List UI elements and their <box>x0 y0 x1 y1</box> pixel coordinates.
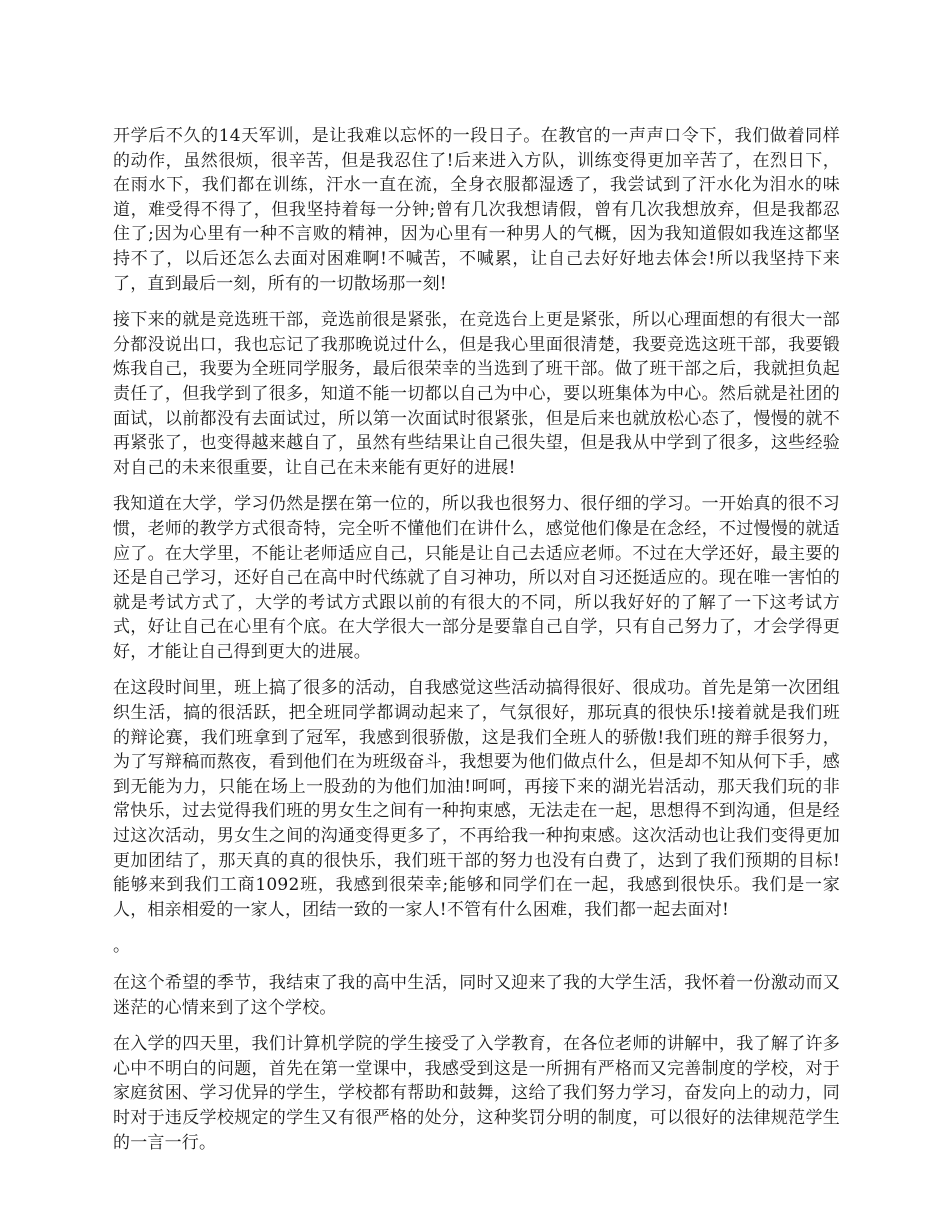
paragraph-orientation-education: 在入学的四天里，我们计算机学院的学生接受了入学教育，在各位老师的讲解中，我了解了许多心中不明白的问题，首先在第一堂课中，我感受到这是一所拥有严格而又完善制度的学校，对于家庭贫困、学习优异的学生，学校都有帮助和鼓舞，这给了我们努力学习，奋发向上的动力，同时对于违反学校规定的学生又有很严格的处分，这种奖罚分明的制度，可以很好的法律规范学生的一言一行。 <box>113 1034 840 1153</box>
document-page <box>113 124 840 1167</box>
paragraph-military-training: 开学后不久的14天军训，是让我难以忘怀的一段日子。在教官的一声声口令下，我们做着同样的动作，虽然很烦，很辛苦，但是我忍住了!后来进入方队，训练变得更加辛苦了，在烈日下，在雨水下，我们都在训练，汗水一直在流，全身衣服都湿透了，我尝试到了汗水化为泪水的味道，难受得不得了，但我坚持着每一分钟;曾有几次我想请假，曾有几次我想放弃，但是我都忍住了;因为心里有一种不言败的精神，因为心里有一种男人的气概，因为我知道假如我连这都坚持不了，以后还怎么去面对困难啊!不喊苦，不喊累，让自己去好好地去体会!所以我坚持下来了，直到最后一刻，所有的一切散场那一刻! <box>113 126 840 294</box>
paragraph-class-cadre-election: 接下来的就是竞选班干部，竞选前很是紧张，在竞选台上更是紧张，所以心理面想的有很大一部分都没说出口，我也忘记了我那晚说过什么，但是我心里面很清楚，我要竞选这班干部，我要锻炼我自己，我要为全班同学服务，最后很荣幸的当选到了班干部。做了班干部之后，我就担负起责任了，但我学到了很多，知道不能一切都以自己为中心，要以班集体为中心。然后就是社团的面试，以前都没有去面试过，所以第一次面试时很紧张，但是后来也就放松心态了，慢慢的就不再紧张了，也变得越来越自了，虽然有些结果让自己很失望，但是我从中学到了很多，这些经验对自己的未来很重要，让自己在未来能有更好的进展! <box>113 310 840 478</box>
paragraph-university-study: 我知道在大学，学习仍然是摆在第一位的，所以我也很努力、很仔细的学习。一开始真的很不习惯，老师的教学方式很奇特，完全听不懂他们在讲什么，感觉他们像是在念经，不过慢慢的就适应了。在大学里，不能让老师适应自己，只能是让自己去适应老师。不过在大学还好，最主要的还是自己学习，还好自己在高中时代练就了自习神功，所以对自习还挺适应的。现在唯一害怕的就是考试方式了，大学的考试方式跟以前的有很大的不同，所以我好好的了解了一下这考试方式，好让自己在心里有个底。在大学很大一部分是要靠自己自学，只有自己努力了，才会学得更好，才能让自己得到更大的进展。 <box>113 494 840 662</box>
paragraph-class-activities: 在这段时间里，班上搞了很多的活动，自我感觉这些活动搞得很好、很成功。首先是第一次团组织生活，搞的很活跃，把全班同学都调动起来了，气氛很好，那玩真的很快乐!接着就是我们班的辩论赛，我们班拿到了冠军，我感到很骄傲，这是我们全班人的骄傲!我们班的辩手很努力，为了写辩稿而熬夜，看到他们在为班级奋斗，我想要为他们做点什么，但是却不知从何下手，感到无能为力，只能在场上一股劲的为他们加油!呵呵，再接下来的湖光岩活动，那天我们玩的非常快乐，过去觉得我们班的男女生之间有一种拘束感，无法走在一起，思想得不到沟通，但是经过这次活动，男女生之间的沟通变得更多了，不再给我一种拘束感。这次活动也让我们变得更加更加团结了，那天真的真的很快乐，我们班干部的努力也没有白费了，达到了我们预期的目标!能够来到我们工商1092班，我感到很荣幸;能够和同学们在一起，我感到很快乐。我们是一家人，相亲相爱的一家人，团结一致的一家人!不管有什么困难，我们都一起去面对! <box>113 678 840 920</box>
paragraph-arrival-at-school: 在这个希望的季节，我结束了我的高中生活，同时又迎来了我的大学生活，我怀着一份激动而又迷茫的心情来到了这个学校。 <box>113 973 840 1018</box>
paragraph-separator-mark: 。 <box>113 936 131 957</box>
